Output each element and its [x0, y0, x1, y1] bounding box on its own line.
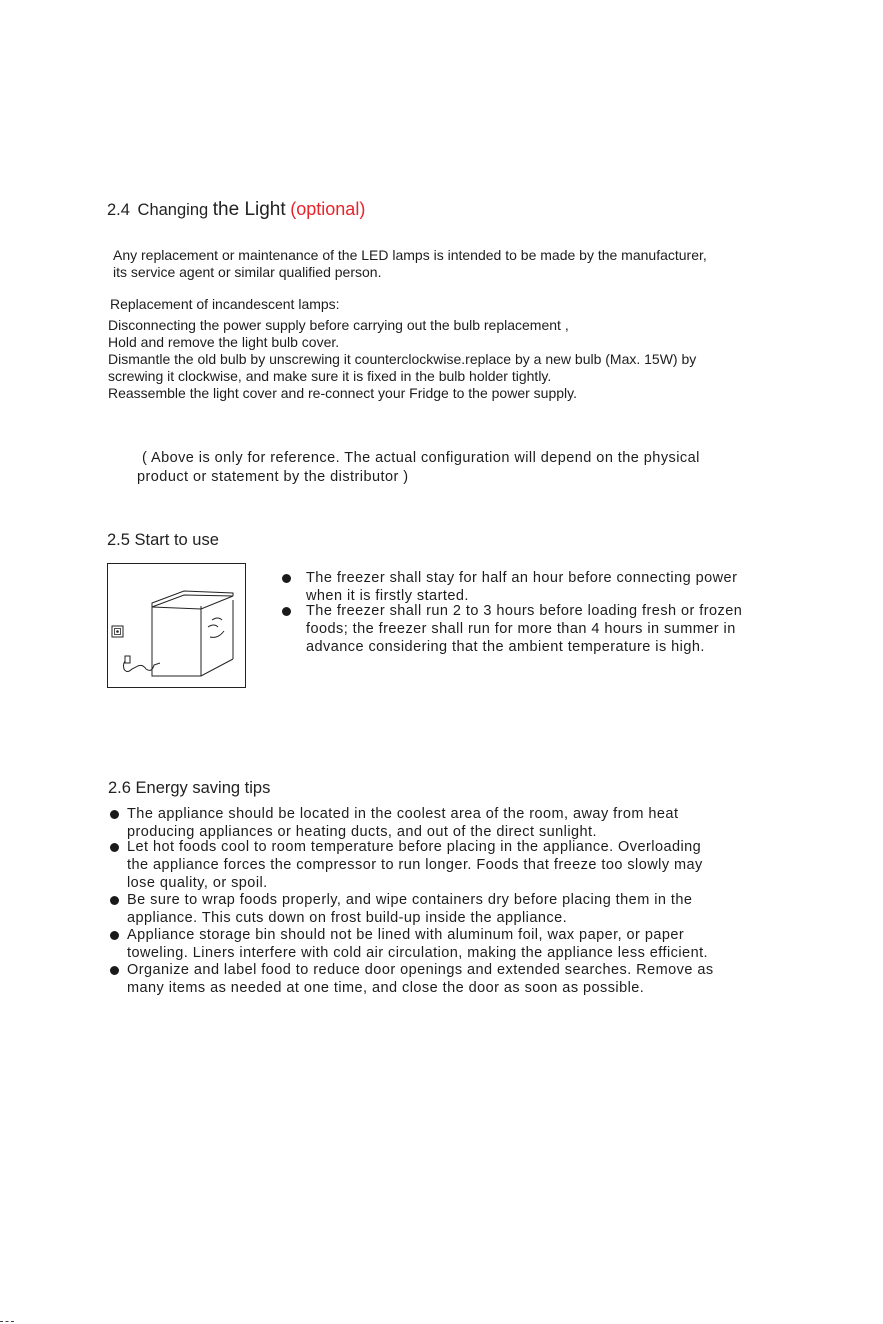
energy-tip-5-line-1: Organize and label food to reduce door openings and extended searches. Remove as	[127, 962, 714, 978]
lamp-step-4: screwing it clockwise, and make sure it is fixed in the bulb holder tightly.	[108, 368, 552, 384]
energy-tip-5	[127, 961, 714, 997]
section-2-4-the-light: the Light	[212, 199, 286, 220]
led-line-2: its service agent or similar qualified person.	[113, 264, 382, 280]
energy-tip-3-line-1: Be sure to wrap foods properly, and wipe containers dry before placing them in the	[127, 892, 693, 908]
start-bullet-2-line-2: foods; the freezer shall run for more than 4 hours in summer in	[306, 621, 736, 637]
reference-note	[137, 449, 700, 487]
energy-tip-4	[127, 926, 708, 962]
energy-tip-1	[127, 805, 678, 841]
bullet-dot	[110, 896, 119, 905]
bullet-dot	[282, 607, 291, 616]
reference-note-line-1: ( Above is only for reference. The actual configuration will depend on the physical	[142, 450, 700, 466]
lamp-replacement-steps	[108, 317, 696, 402]
bullet-dot	[282, 574, 291, 583]
page-edge-mark	[0, 1321, 14, 1322]
lamp-step-1: Disconnecting the power supply before carrying out the bulb replacement ,	[108, 317, 569, 333]
section-2-4-changing: Changing	[137, 201, 209, 219]
lamp-step-2: Hold and remove the light bulb cover.	[108, 334, 340, 350]
freezer-illustration-box	[107, 563, 246, 688]
start-bullet-1	[306, 569, 737, 605]
section-2-4-number: 2.4	[107, 201, 130, 219]
section-2-6-heading: 2.6 Energy saving tips	[108, 779, 271, 797]
lamp-step-3: Dismantle the old bulb by unscrewing it counterclockwise.replace by a new bulb (Max. 15W) by	[108, 351, 697, 367]
bullet-dot	[110, 931, 119, 940]
energy-tip-5-line-2: many items as needed at one time, and close the door as soon as possible.	[127, 980, 645, 996]
start-bullet-1-line-2: when it is firstly started.	[306, 588, 469, 604]
start-bullet-2-line-3: advance considering that the ambient temperature is high.	[306, 639, 705, 655]
reference-note-line-2: product or statement by the distributor )	[137, 469, 409, 485]
energy-tip-2-line-1: Let hot foods cool to room temperature before placing in the appliance. Overloading	[127, 839, 702, 855]
start-bullet-1-line-1: The freezer shall stay for half an hour before connecting power	[306, 570, 738, 586]
energy-tip-1-line-1: The appliance should be located in the coolest area of the room, away from heat	[127, 806, 679, 822]
lamp-replacement-title: Replacement of incandescent lamps:	[110, 296, 340, 312]
energy-tip-2-line-3: lose quality, or spoil.	[127, 875, 268, 891]
section-2-4-heading	[107, 199, 365, 221]
bullet-dot	[110, 966, 119, 975]
lamp-step-5: Reassemble the light cover and re-connect your Fridge to the power supply.	[108, 385, 577, 401]
start-bullet-2-line-1: The freezer shall run 2 to 3 hours before loading fresh or frozen	[306, 603, 743, 619]
section-2-4-optional: (optional)	[290, 199, 366, 219]
chest-freezer-icon	[108, 564, 245, 687]
bullet-dot	[110, 810, 119, 819]
led-maintenance-paragraph	[113, 247, 707, 281]
energy-tip-4-line-2: toweling. Liners interfere with cold air circulation, making the appliance less efficient.	[127, 945, 709, 961]
energy-tip-3	[127, 891, 692, 927]
bullet-dot	[110, 843, 119, 852]
energy-tip-2	[127, 838, 703, 892]
led-line-1: Any replacement or maintenance of the LED lamps is intended to be made by the manufacturer,	[113, 247, 707, 263]
start-bullet-2	[306, 602, 742, 656]
section-2-5-heading: 2.5 Start to use	[107, 531, 219, 549]
energy-tip-3-line-2: appliance. This cuts down on frost build-up inside the appliance.	[127, 910, 568, 926]
energy-tip-2-line-2: the appliance forces the compressor to run longer. Foods that freeze too slowly may	[127, 857, 703, 873]
energy-tip-1-line-2: producing appliances or heating ducts, and out of the direct sunlight.	[127, 824, 598, 840]
energy-tip-4-line-1: Appliance storage bin should not be lined with aluminum foil, wax paper, or paper	[127, 927, 685, 943]
